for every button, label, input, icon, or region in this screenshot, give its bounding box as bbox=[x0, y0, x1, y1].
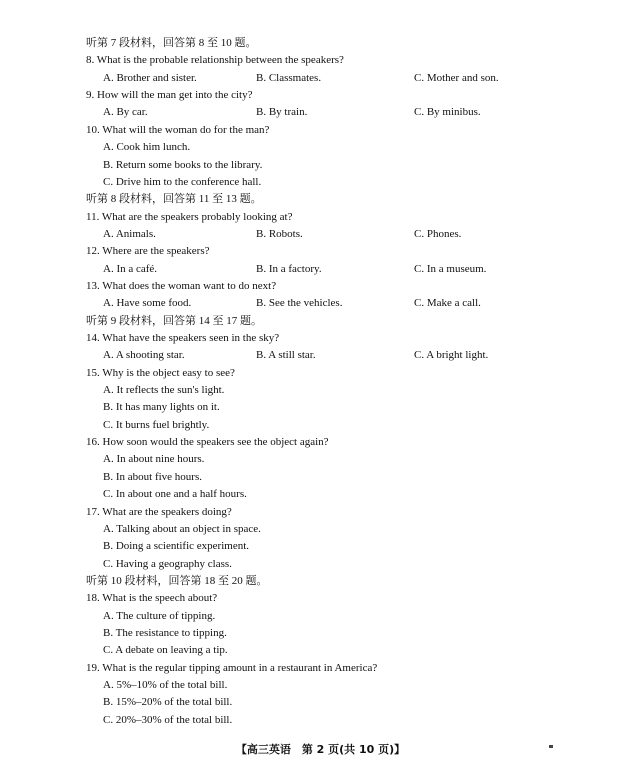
option-row bbox=[0, 157, 641, 174]
section-heading bbox=[0, 313, 641, 330]
option-b: B. Return some books to the library. bbox=[103, 158, 263, 171]
question-stem bbox=[0, 504, 641, 521]
option-b: B. By train. bbox=[256, 106, 308, 119]
option-row bbox=[0, 469, 641, 486]
option-b: B. 15%–20% of the total bill. bbox=[103, 696, 233, 709]
option-row bbox=[0, 677, 641, 694]
option-c: C. It burns fuel brightly. bbox=[103, 418, 210, 431]
question-text: 10. What will the woman do for the man? bbox=[86, 123, 270, 136]
question-text: 18. What is the speech about? bbox=[86, 592, 218, 605]
question-stem bbox=[0, 209, 641, 226]
option-row bbox=[0, 608, 641, 625]
question-stem bbox=[0, 330, 641, 347]
section-heading-text: 听第 8 段材料，回答第 11 至 13 题。 bbox=[86, 193, 262, 206]
question-text: 8. What is the probable relationship between the speakers? bbox=[86, 54, 344, 67]
option-row bbox=[0, 382, 641, 399]
question-stem bbox=[0, 122, 641, 139]
question-text: 19. What is the regular tipping amount in a restaurant in America? bbox=[86, 661, 378, 674]
corner-mark bbox=[549, 745, 553, 748]
question-stem bbox=[0, 434, 641, 451]
option-c: C. 20%–30% of the total bill. bbox=[103, 713, 233, 726]
question-stem bbox=[0, 278, 641, 295]
option-a: A. In about nine hours. bbox=[103, 453, 205, 466]
option-b: B. See the vehicles. bbox=[256, 297, 343, 310]
section-heading bbox=[0, 35, 641, 52]
question-text: 15. Why is the object easy to see? bbox=[86, 366, 235, 379]
option-c: C. A debate on leaving a tip. bbox=[103, 644, 228, 657]
section-heading-text: 听第 9 段材料，回答第 14 至 17 题。 bbox=[86, 314, 262, 327]
options-row bbox=[0, 295, 641, 312]
option-a: A. It reflects the sun's light. bbox=[103, 384, 225, 396]
option-c: C. In about one and a half hours. bbox=[103, 488, 247, 501]
option-b: B. It has many lights on it. bbox=[103, 401, 220, 414]
question-text: 16. How soon would the speakers see the object again? bbox=[86, 436, 329, 449]
option-row bbox=[0, 139, 641, 156]
option-a: A. Animals. bbox=[103, 227, 156, 240]
option-b: B. Doing a scientific experiment. bbox=[103, 540, 250, 553]
option-row bbox=[0, 625, 641, 642]
option-row bbox=[0, 642, 641, 659]
option-b: B. In a factory. bbox=[256, 262, 322, 275]
option-a: A. Have some food. bbox=[103, 297, 192, 310]
section-heading-text: 听第 7 段材料，回答第 8 至 10 题。 bbox=[86, 37, 257, 49]
question-text: 9. How will the man get into the city? bbox=[86, 89, 253, 102]
option-a: A. 5%–10% of the total bill. bbox=[103, 679, 228, 691]
question-stem bbox=[0, 52, 641, 69]
option-c: C. Mother and son. bbox=[414, 71, 499, 84]
option-a: A. Cook him lunch. bbox=[103, 141, 191, 154]
question-stem bbox=[0, 660, 641, 677]
option-row bbox=[0, 451, 641, 468]
option-b: B. In about five hours. bbox=[103, 470, 202, 483]
option-b: B. Robots. bbox=[256, 227, 303, 240]
question-stem bbox=[0, 87, 641, 104]
option-row bbox=[0, 417, 641, 434]
section-heading bbox=[0, 573, 641, 590]
option-a: A. The culture of tipping. bbox=[103, 609, 216, 622]
option-row bbox=[0, 538, 641, 555]
option-c: C. In a museum. bbox=[414, 262, 487, 275]
question-stem bbox=[0, 590, 641, 607]
question-text: 12. Where are the speakers? bbox=[86, 245, 210, 258]
options-row bbox=[0, 347, 641, 364]
option-a: A. A shooting star. bbox=[103, 349, 185, 362]
option-c: C. Phones. bbox=[414, 227, 462, 240]
options-row bbox=[0, 70, 641, 87]
question-text: 17. What are the speakers doing? bbox=[86, 505, 232, 518]
option-b: B. Classmates. bbox=[256, 71, 322, 84]
option-b: B. A still star. bbox=[256, 349, 316, 362]
question-stem bbox=[0, 243, 641, 260]
option-a: A. In a café. bbox=[103, 262, 158, 275]
option-row bbox=[0, 521, 641, 538]
question-stem bbox=[0, 365, 641, 382]
option-row bbox=[0, 399, 641, 416]
option-a: A. Talking about an object in space. bbox=[103, 522, 261, 535]
option-c: C. Having a geography class. bbox=[103, 557, 232, 570]
options-row bbox=[0, 261, 641, 278]
option-c: C. A bright light. bbox=[414, 349, 489, 362]
option-c: C. Drive him to the conference hall. bbox=[103, 175, 262, 188]
option-c: C. Make a call. bbox=[414, 297, 481, 310]
question-text: 11. What are the speakers probably looking at? bbox=[86, 210, 293, 223]
option-row bbox=[0, 712, 641, 729]
options-row bbox=[0, 104, 641, 121]
question-text: 14. What have the speakers seen in the sky? bbox=[86, 332, 280, 344]
option-row bbox=[0, 556, 641, 573]
options-row bbox=[0, 226, 641, 243]
option-row bbox=[0, 694, 641, 711]
option-a: A. Brother and sister. bbox=[103, 71, 197, 84]
option-b: B. The resistance to tipping. bbox=[103, 626, 227, 639]
section-heading bbox=[0, 191, 641, 208]
option-row bbox=[0, 174, 641, 191]
option-c: C. By minibus. bbox=[414, 106, 481, 119]
question-text: 13. What does the woman want to do next? bbox=[86, 279, 277, 292]
page-footer: 【高三英语 第 2 页(共 10 页)】 bbox=[235, 743, 406, 756]
section-heading-text: 听第 10 段材料，回答第 18 至 20 题。 bbox=[86, 574, 268, 587]
option-a: A. By car. bbox=[103, 106, 148, 119]
option-row bbox=[0, 486, 641, 503]
